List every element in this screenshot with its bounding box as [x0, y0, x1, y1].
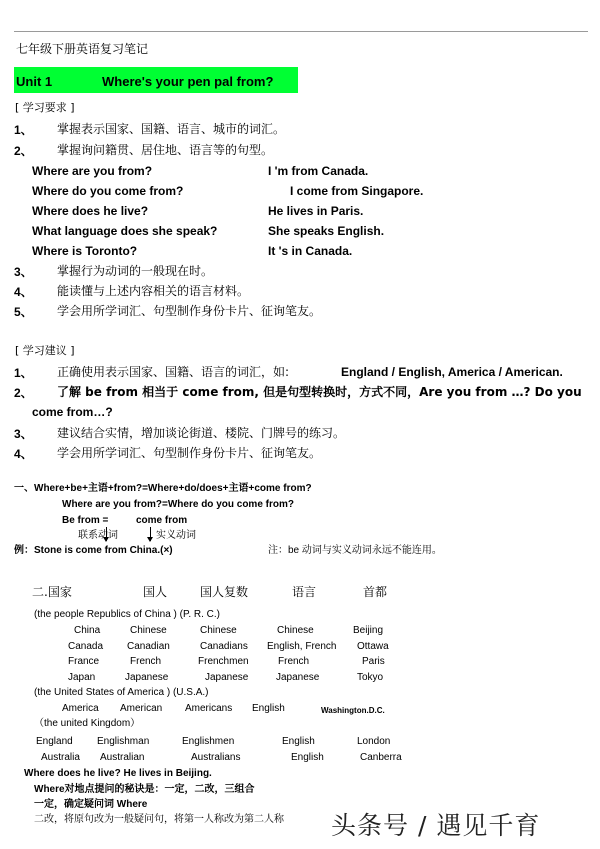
qa-answer: I 'm from Canada.: [268, 164, 369, 178]
table-cell: London: [357, 736, 391, 747]
req-text-3: 掌握行为动词的一般现在时。: [57, 264, 214, 278]
table-cell: Australia: [41, 752, 80, 763]
qa-answer: I come from Singapore.: [290, 184, 424, 198]
table-cell: English: [282, 736, 315, 747]
table-cell: Englishman: [97, 736, 150, 747]
bottom-qa: Where does he live? He lives in Beijing.: [24, 768, 212, 779]
table-cell: China: [74, 625, 101, 636]
qa-question: Where is Toronto?: [32, 244, 138, 258]
table-cell: France: [68, 656, 100, 667]
table-cell: French: [130, 656, 162, 667]
req-num-5: 5、: [14, 305, 33, 319]
unit-label: Unit 1: [16, 74, 53, 89]
wrong-example: 例：Stone is come from China.(×): [14, 545, 173, 556]
requirements-label: [ 学习要求 ]: [15, 101, 75, 114]
sug-num-4: 4、: [14, 447, 33, 461]
req-text-4: 能读懂与上述内容相关的语言材料。: [57, 284, 250, 298]
tip-3: 二改，将原句改为一般疑问句，将第一人称改为第二人称: [34, 814, 284, 825]
table-cell: Canadian: [127, 641, 170, 652]
uk-note: （the united Kingdom）: [34, 718, 141, 729]
qa-answer: It 's in Canada.: [268, 244, 353, 258]
sug-text-3: 建议结合实情，增加谈论街道、楼院、门牌号的练习。: [57, 426, 346, 440]
table-cell: Englishmen: [182, 736, 235, 747]
table-cell: England: [36, 736, 73, 747]
qa-answer: He lives in Paris.: [268, 204, 364, 218]
table-cell: Australian: [100, 752, 145, 763]
table-cell: Australians: [191, 752, 241, 763]
table-cell: English, French: [267, 641, 337, 652]
real-verb-label: 实义动词: [156, 530, 196, 541]
table-cell: Paris: [362, 656, 385, 667]
table-cell: Japanese: [205, 672, 249, 683]
grammar-example: Where are you from?=Where do you come from?: [62, 499, 294, 510]
table-cell: Canadians: [200, 641, 248, 652]
sug-text-2: 了解 be from 相当于 come from, 但是句型转换时，方式不同，Are you from …? Do you: [57, 385, 582, 399]
table-header: 国人复数: [200, 585, 249, 599]
req-text-2: 掌握询问籍贯、居住地、语言等的句型。: [57, 143, 274, 157]
table-header: 国人: [143, 585, 168, 599]
top-rule: [14, 31, 588, 32]
qa-answer: She speaks English.: [268, 224, 385, 238]
table-cell: English: [252, 703, 285, 714]
table-header: 首都: [363, 585, 388, 599]
qa-question: Where are you from?: [32, 164, 153, 178]
sug-num-1: 1、: [14, 366, 33, 380]
qa-question: What language does she speak?: [32, 224, 218, 238]
table-header: 语言: [292, 585, 317, 599]
qa-question: Where does he live?: [32, 204, 149, 218]
suggestions-label: [ 学习建议 ]: [15, 344, 75, 357]
req-num-3: 3、: [14, 265, 33, 279]
table-cell: Japanese: [276, 672, 320, 683]
table-cell: Americans: [185, 703, 233, 714]
table-cell: French: [278, 656, 310, 667]
table-cell: America: [62, 703, 99, 714]
table-cell: American: [120, 703, 163, 714]
unit-heading: Where's your pen pal from?: [102, 74, 274, 89]
table-cell: Beijing: [353, 625, 384, 636]
req-num-4: 4、: [14, 285, 33, 299]
table-cell: Ottawa: [357, 641, 389, 652]
sug-num-2: 2、: [14, 386, 33, 400]
grammar-note: 注：be 动词与实义动词永远不能连用。: [268, 545, 442, 556]
document-title: 七年级下册英语复习笔记: [16, 42, 149, 56]
table-cell: Chinese: [277, 625, 314, 636]
tip-2: 一定，确定疑问词 Where: [34, 799, 148, 810]
req-text-1: 掌握表示国家、国籍、语言、城市的词汇。: [57, 122, 286, 136]
req-text-5: 学会用所学词汇、句型制作身份卡片、征询笔友。: [57, 304, 322, 318]
req-num-2: 2、: [14, 144, 33, 158]
table-cell: Canberra: [360, 752, 402, 763]
table-cell: Washington.D.C.: [321, 706, 385, 715]
table-cell: Japan: [68, 672, 96, 683]
prc-note: (the people Republics of China ) (P. R. C.): [34, 609, 221, 620]
come-from: come from: [136, 515, 188, 526]
usa-note: (the United States of America ) (U.S.A.): [34, 687, 209, 698]
be-from: Be from =: [62, 515, 109, 526]
table-cell: English: [291, 752, 324, 763]
table-cell: Frenchmen: [198, 656, 249, 667]
table-cell: Chinese: [130, 625, 167, 636]
table-cell: Tokyo: [357, 672, 384, 683]
qa-question: Where do you come from?: [32, 184, 184, 198]
sug-text-4: 学会用所学词汇、句型制作身份卡片、征询笔友。: [57, 446, 322, 460]
table-cell: Chinese: [200, 625, 237, 636]
table-header: 二.国家: [32, 585, 72, 599]
sug-text-1: 正确使用表示国家、国籍、语言的词汇，如:: [57, 365, 290, 379]
link-verb-label: 联系动词: [78, 530, 118, 541]
sug-num-3: 3、: [14, 427, 33, 441]
grammar-formula: 一、Where+be+主语+from?=Where+do/does+主语+come from?: [14, 483, 312, 494]
tip-1: Where对地点提问的秘诀是：一定，二改，三组合: [34, 784, 255, 795]
sug-text-2-cont: come from…?: [32, 405, 113, 419]
req-num-1: 1、: [14, 123, 33, 137]
down-arrow-icon: [150, 527, 151, 541]
unit-heading-bar: [14, 67, 298, 93]
table-cell: Japanese: [125, 672, 169, 683]
table-cell: Canada: [68, 641, 104, 652]
watermark: 头条号 / 遇见千育: [331, 811, 541, 840]
sug-examples: England / English, America / American.: [341, 365, 563, 379]
